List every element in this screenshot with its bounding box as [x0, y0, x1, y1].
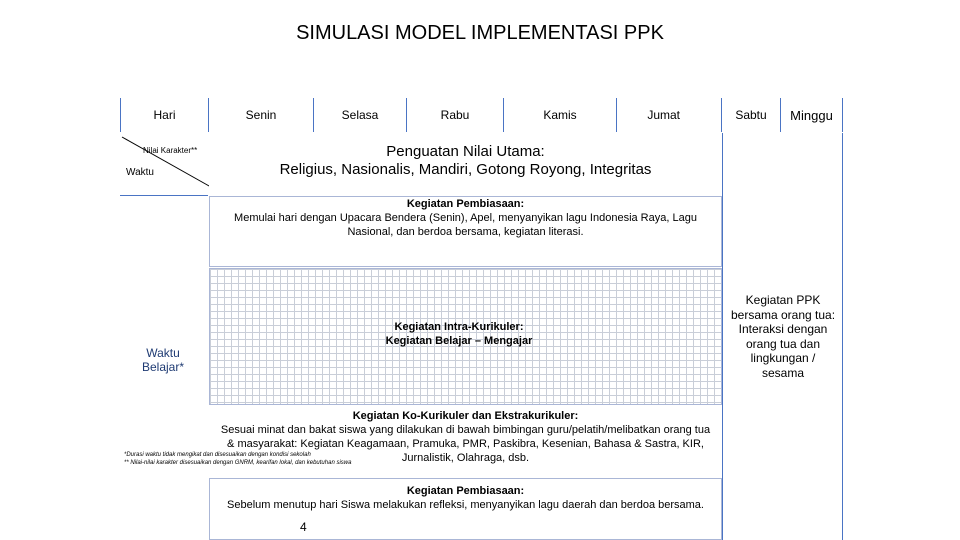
- ko-ekstra-box: [209, 405, 722, 477]
- label-waktu: Waktu: [126, 167, 154, 178]
- header-minggu: Minggu: [781, 98, 842, 132]
- pembiasaan-pagi-box: [209, 196, 722, 267]
- pembiasaan-pagi-text: Memulai hari dengan Upacara Bendera (Senin), Apel, menyanyikan lagu Indonesia Raya, Lagu Nasional, dan berdoa bersama, kegiatan literasi.: [234, 212, 697, 238]
- page-title: SIMULASI MODEL IMPLEMENTASI PPK: [296, 22, 664, 44]
- label-nilai-karakter: Nilai Karakter**: [143, 146, 198, 155]
- ko-ekstra-text: Sesuai minat dan bakat siswa yang dilakukan di bawah bimbingan guru/pelatih/melibatkan orang tua & masyarakat: Kegiatan Keagamaan, Pramuka, PMR, Paskibra, Kesenian, Bahasa & Sastra, KIR, Jurnalistik, Olahraga, dsb.: [220, 424, 711, 464]
- diagonal-divider: [120, 133, 220, 193]
- ppk-orangtua-text: Kegiatan PPK bersama orang tua: Interaksi dengan orang tua dan lingkungan / sesama: [730, 293, 836, 380]
- header-day-jumat-label: Jumat: [647, 108, 680, 122]
- header-day-jumat: [617, 98, 721, 132]
- header-day-rabu: Rabu: [407, 98, 503, 132]
- header-day-senin: Senin: [209, 98, 313, 132]
- ko-ekstra-title: Kegiatan Ko-Kurikuler dan Ekstrakurikuler:: [352, 410, 579, 422]
- pembiasaan-akhir-text: Sebelum menutup hari Siswa melakukan refleksi, menyanyikan lagu daerah dan berdoa bersama.: [227, 499, 704, 511]
- pembiasaan-akhir-title: Kegiatan Pembiasaan:: [406, 485, 525, 497]
- pembiasaan-akhir-box: [209, 478, 722, 540]
- intra-title: Kegiatan Intra-Kurikuler:: [394, 321, 524, 333]
- footnote-nilai: ** Nilai-nilai karakter disesuaikan dengan GNRM, kearifan lokal, dan kebutuhan siswa: [124, 460, 352, 466]
- nilai-utama-line2: Religius, Nasionalis, Mandiri, Gotong Royong, Integritas: [279, 161, 652, 178]
- side-divider: [120, 195, 208, 196]
- intra-kurikuler-label: [209, 320, 709, 348]
- nilai-utama-band: [209, 133, 722, 195]
- pembiasaan-pagi-title: Kegiatan Pembiasaan:: [406, 198, 525, 210]
- intra-text: Kegiatan Belajar – Mengajar: [385, 335, 533, 347]
- header-hari: Hari: [121, 98, 208, 132]
- header-sabtu: Sabtu: [722, 98, 780, 132]
- page-number: 4: [300, 520, 307, 534]
- header-day-kamis: Kamis: [504, 98, 616, 132]
- nilai-utama-line1: Penguatan Nilai Utama:: [386, 143, 545, 160]
- label-waktu-belajar: Waktu Belajar*: [141, 346, 185, 374]
- header-day-selasa: Selasa: [314, 98, 406, 132]
- footnote-durasi: *Durasi waktu tidak mengikat dan disesuaikan dengan kondisi sekolah: [124, 452, 311, 458]
